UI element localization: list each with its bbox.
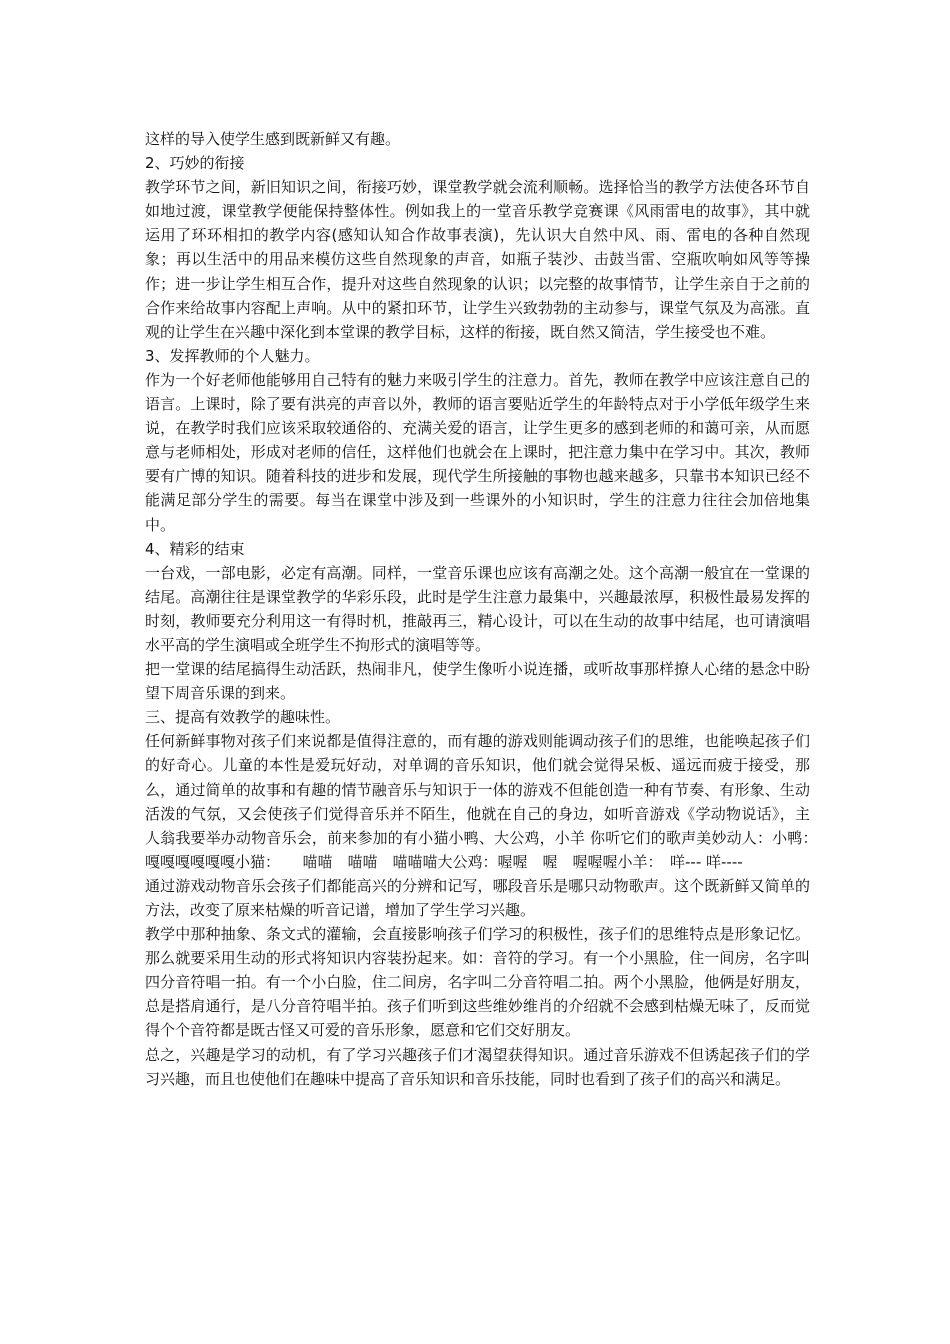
document-page	[145, 127, 841, 1091]
note-learning-paragraph: 教学中那种抽象、条文式的灌输，会直接影响孩子们学习的积极性，孩子们的思维特点是形象记忆。那么就要采用生动的形式将知识内容装扮起来。如：音符的学习。有一个小黑脸，住一间房，名字叫四分音符唱一拍。有一个小白脸，住二间房，名字叫二分音符唱二拍。两个小黑脸，他俩是好朋友，总是搭肩通行，是八分音符唱半拍。孩子们听到这些维妙维肖的介绍就不会感到枯燥无味了，反而觉得个个音符都是既古怪又可爱的音乐形象，愿意和它们交好朋友。	[145, 925, 810, 1040]
teacher-charm-paragraph: 作为一个好老师他能够用自己特有的魅力来吸引学生的注意力。首先，教师在教学中应该注意自己的语言。上课时，除了要有洪亮的声音以外，教师的语言要贴近学生的年龄特点对于小学低年级学生来说，在教学时我们应该采取较通俗的、充满关爱的语言，让学生更多的感到老师的和蔼可亲，从而愿意与老师相处，形成对老师的信任，这样他们也就会在上课时，把注意力集中在学习中。其次，教师要有广博的知识。随着科技的进步和发展，现代学生所接触的事物也越来越多，只靠书本知识已经不能满足部分学生的需要。每当在课堂中涉及到一些课外的小知识时，学生的注意力往往会加倍地集中。	[145, 370, 810, 534]
section-heading-interest: 三、提高有效教学的趣味性。	[145, 708, 341, 727]
animal-concert-paragraph: 通过游戏动物音乐会孩子们都能高兴的分辨和记写，哪段音乐是哪只动物歌声。这个既新鲜又简单的方法，改变了原来枯燥的听音记谱，增加了学生学习兴趣。	[145, 876, 810, 919]
ending-paragraph: 一台戏，一部电影，必定有高潮。同样，一堂音乐课也应该有高潮之处。这个高潮一般宜在一堂课的结尾。高潮往往是课堂教学的华彩乐段，此时是学生注意力最集中，兴趣最浓厚，积极性最易发挥的时刻，教师要充分利用这一有得时机，推敲再三，精心设计，可以在生动的故事中结尾，也可请演唱水平高的学生演唱或全班学生不拘形式的演唱等等。	[145, 563, 810, 654]
ending-paragraph-2: 把一堂课的结尾搞得生动活跃，热闹非凡，使学生像听小说连播，或听故事那样撩人心绪的悬念中盼望下周音乐课的到来。	[145, 660, 810, 703]
section-heading-transition: 2、巧妙的衔接	[145, 154, 245, 173]
summary-paragraph: 总之，兴趣是学习的动机，有了学习兴趣孩子们才渴望获得知识。通过音乐游戏不但诱起孩子们的学习兴趣，而且也使他们在趣味中提高了音乐知识和音乐技能，同时也看到了孩子们的高兴和满足。	[145, 1045, 810, 1088]
transition-paragraph: 教学环节之间，新旧知识之间，衔接巧妙，课堂教学就会流利顺畅。选择恰当的教学方法使各环节自如地过渡，课堂教学便能保持整体性。例如我上的一堂音乐教学竞赛课《风雨雷电的故事》，其中就运用了环环相扣的教学内容(感知认知合作故事表演)，先认识大自然中风、雨、雷电的各种自然现象；再以生活中的用品来模仿这些自然现象的声音，如瓶子装沙、击鼓当雷、空瓶吹响如风等等操作；进一步让学生相互合作，提升对这些自然现象的认识；以完整的故事情节，让学生亲自于之前的合作来给故事内容配上声响。从中的紧扣环节，让学生兴致勃勃的主动参与，课堂气氛及为高涨。直观的让学生在兴趣中深化到本堂课的教学目标，这样的衔接，既自然又简洁，学生接受也不难。	[145, 178, 810, 341]
section-heading-ending: 4、精彩的结束	[145, 539, 245, 558]
section-heading-teacher-charm: 3、发挥教师的个人魅力。	[145, 346, 320, 365]
intro-conclusion-paragraph: 这样的导入使学生感到既新鲜又有趣。	[145, 130, 401, 148]
interest-paragraph: 任何新鲜事物对孩子们来说都是值得注意的，而有趣的游戏则能调动孩子们的思维，也能唤起孩子们的好奇心。儿童的本性是爱玩好动，对单调的音乐知识，他们就会觉得呆板、遥远而疲于接受，那么，通过简单的故事和有趣的情节融音乐与知识于一体的游戏不但能创造一种有节奏、有形象、生动活泼的气氛，又会使孩子们觉得音乐并不陌生，他就在自己的身边，如听音游戏《学动物说话》，主人翁我要举办动物音乐会，前来参加的有小猫小鸭、大公鸡，小羊 你听它们的歌声美妙动人：小鸭： 嘎嘎嘎嘎嘎嘎小猫： 喵喵 喵喵 喵喵喵大公鸡：喔喔 喔 喔喔喔小羊： 咩--- 咩----	[145, 732, 841, 871]
